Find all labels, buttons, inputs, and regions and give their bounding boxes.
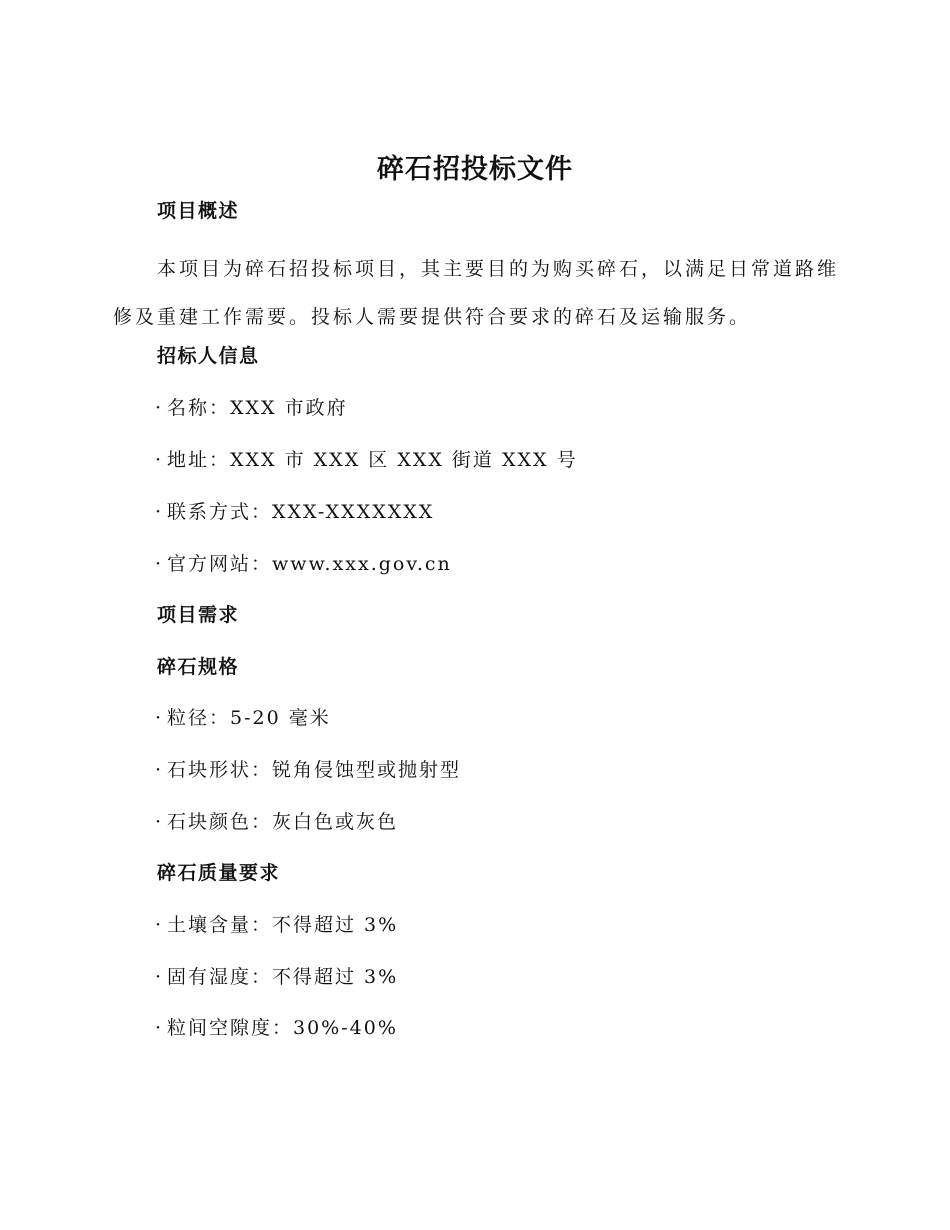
list-item-text: 名称：XXX 市政府 — [167, 397, 348, 419]
bullet-dot: · — [155, 553, 164, 575]
list-item-text: 石块形状：锐角侵蚀型或抛射型 — [167, 759, 462, 781]
list-item-text: 土壤含量：不得超过 3% — [167, 914, 399, 936]
list-item-grain-size — [155, 703, 331, 733]
heading-project-overview: 项目概述 — [157, 200, 240, 222]
bullet-dot: · — [155, 501, 164, 523]
list-item-name — [155, 393, 348, 423]
list-item-stone-shape — [155, 755, 461, 785]
list-item-moisture — [155, 962, 398, 992]
list-item-stone-color — [155, 807, 398, 837]
heading-gravel-specs: 碎石规格 — [157, 656, 240, 678]
list-item-text: 联系方式：XXX-XXXXXXX — [167, 501, 435, 523]
bullet-dot: · — [155, 811, 164, 833]
list-item-void-ratio — [155, 1013, 398, 1043]
list-item-text: 固有湿度：不得超过 3% — [167, 966, 399, 988]
list-item-text: 地址：XXX 市 XXX 区 XXX 街道 XXX 号 — [167, 449, 578, 471]
bullet-dot: · — [155, 914, 164, 936]
heading-quality-requirements: 碎石质量要求 — [157, 862, 281, 884]
list-item-text: 官方网站：www.xxx.gov.cn — [167, 553, 452, 575]
bullet-dot: · — [155, 759, 164, 781]
bullet-dot: · — [155, 449, 164, 471]
list-item-website — [155, 549, 452, 579]
bullet-dot: · — [155, 966, 164, 988]
document-title: 碎石招投标文件 — [377, 154, 573, 185]
list-item-soil-content — [155, 910, 398, 940]
list-item-text: 粒径：5-20 毫米 — [167, 707, 331, 729]
list-item-address — [155, 445, 578, 475]
bullet-dot: · — [155, 1017, 164, 1039]
bullet-dot: · — [155, 397, 164, 419]
list-item-text: 石块颜色：灰白色或灰色 — [167, 811, 399, 833]
heading-project-requirements: 项目需求 — [157, 604, 240, 626]
heading-tenderer-info: 招标人信息 — [157, 345, 260, 367]
list-item-text: 粒间空隙度：30%-40% — [167, 1017, 398, 1039]
overview-paragraph: 本项目为碎石招投标项目，其主要目的为购买碎石，以满足日常道路维修及重建工作需要。投标人需要提供符合要求的碎石及运输服务。 — [113, 258, 840, 328]
bullet-dot: · — [155, 707, 164, 729]
list-item-contact — [155, 497, 434, 527]
